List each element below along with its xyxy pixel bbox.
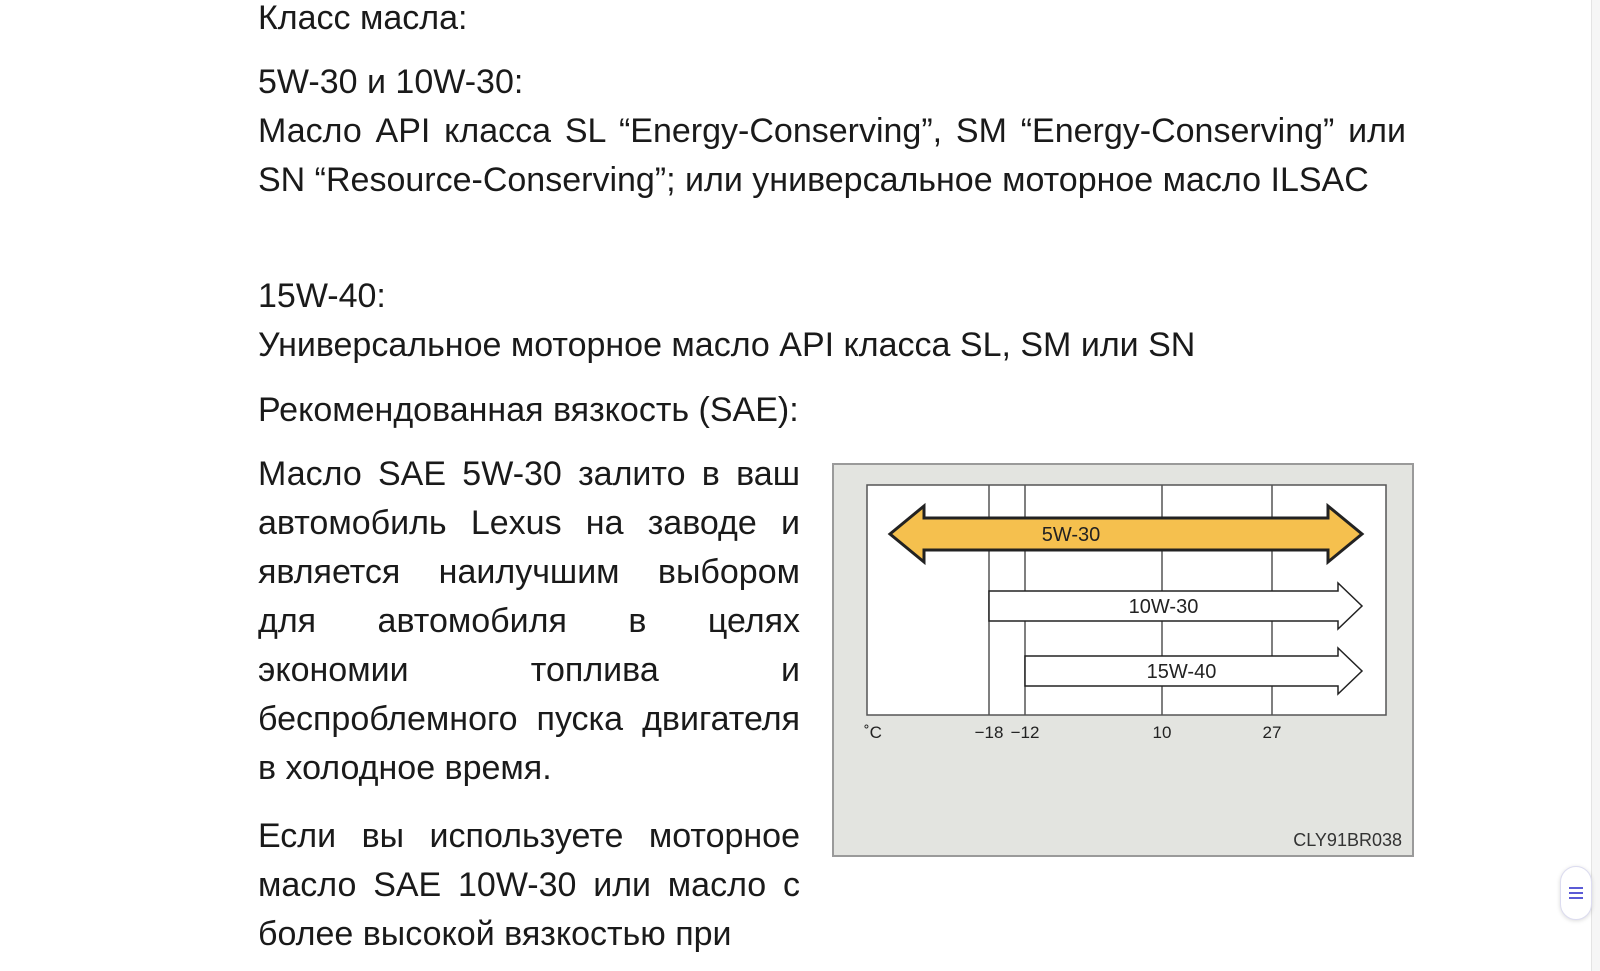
- grade-description-5w30-10w30: Масло API класса SL “Energy-Conserving”, SM “Energy-Conserving” или SN “Resource-Conserving”; или универсальное моторное масло ILSAC: [258, 112, 1406, 199]
- viscosity-chart: [834, 465, 1412, 855]
- figure-code: CLY91BR038: [1293, 830, 1402, 850]
- series-label: 10W-30: [1128, 596, 1199, 618]
- series-label: 5W-30: [1041, 524, 1101, 546]
- tick-label: 27: [1262, 723, 1282, 742]
- list-icon: [1569, 887, 1583, 899]
- tick-label: −18: [974, 723, 1004, 742]
- grade-heading-5w30-10w30: 5W-30 и 10W-30:: [258, 63, 524, 101]
- viscosity-chart-figure: [832, 463, 1414, 857]
- tick-label: 10: [1152, 723, 1172, 742]
- factory-fill-paragraph: Масло SAE 5W-30 залито в ваш автомобиль Lexus на заводе и является наилучшим выбором для автомобиля в целях экономии топлива и беспроблемного пуска двигателя в холодное время.: [258, 455, 800, 787]
- oil-class-heading: Класс масла:: [258, 0, 468, 37]
- viscosity-heading: Рекомендованная вязкость (SAE):: [258, 391, 799, 429]
- axis-unit-label: ˚C: [864, 723, 882, 742]
- tick-label: −12: [1010, 723, 1040, 742]
- scrollbar-track[interactable]: [1591, 0, 1600, 971]
- alternative-oil-paragraph: Если вы используете моторное масло SAE 10W-30 или масло с более высокой вязкостью при: [258, 817, 800, 953]
- series-label: 15W-40: [1146, 661, 1217, 683]
- grade-heading-15w40: 15W-40:: [258, 277, 386, 315]
- reader-menu-button[interactable]: [1560, 866, 1592, 920]
- grade-description-15w40: Универсальное моторное масло API класса SL, SM или SN: [258, 326, 1196, 364]
